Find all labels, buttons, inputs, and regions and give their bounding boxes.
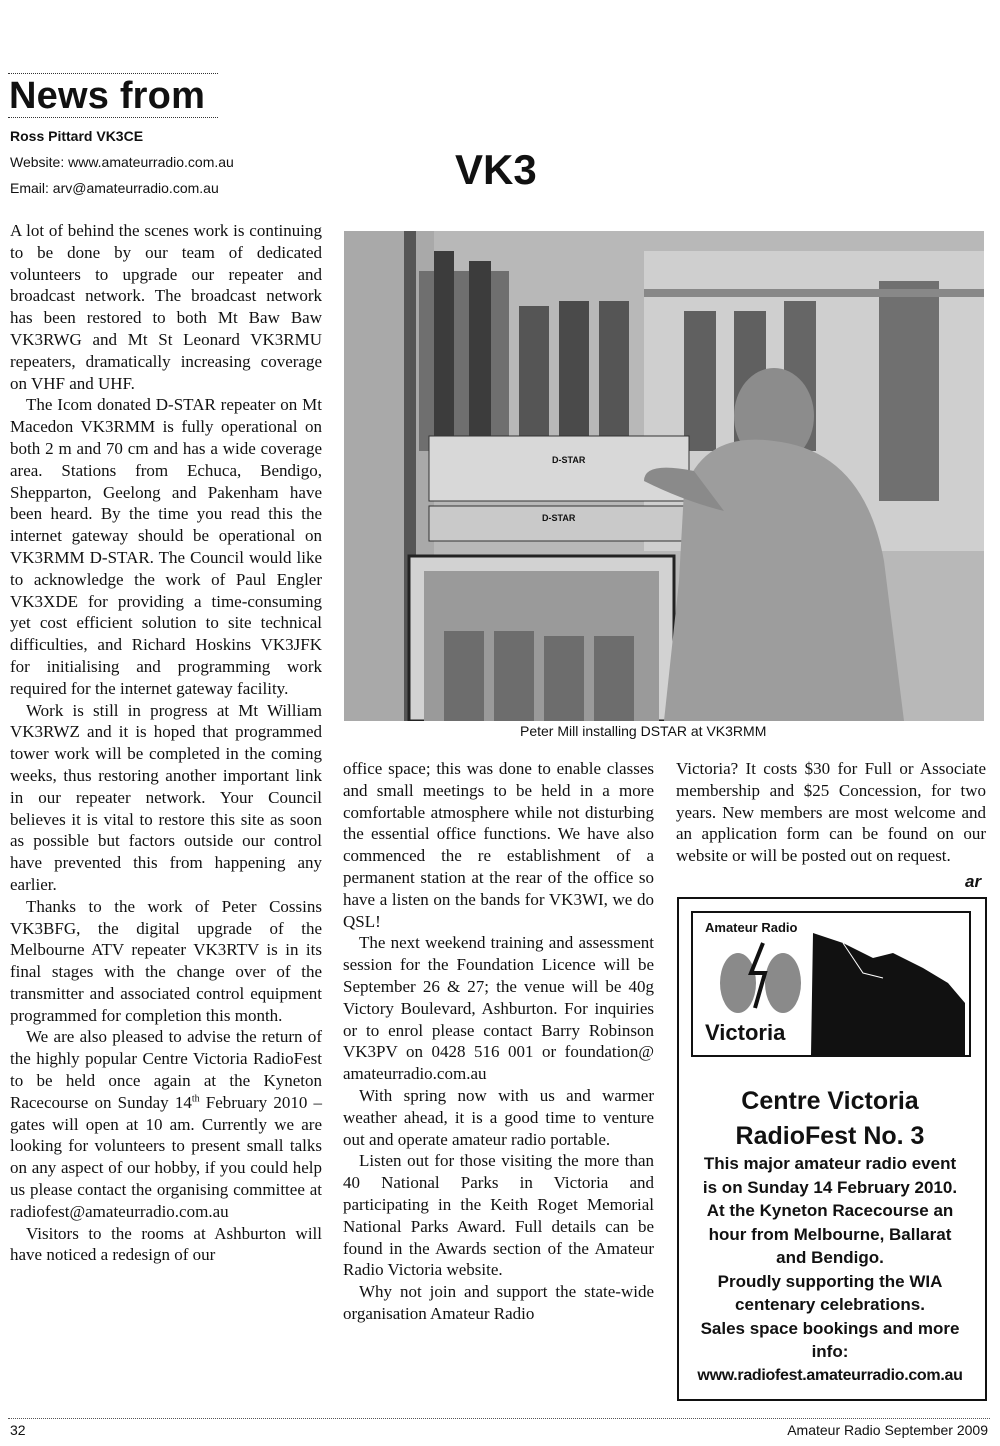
footer-rule: [8, 1418, 990, 1419]
ad-line: This major amateur radio event: [703, 1154, 957, 1173]
paragraph: office space; this was done to enable classes and small meetings to be held in a more comfortable atmosphere while not disturbing the essential office functions. We have also commenced the re establishment of a permanent station at the rear of the office so have a listen on the bands for VK3WI, we do QSL!: [343, 759, 654, 931]
logo-text-bottom: Victoria: [705, 1020, 786, 1045]
website-line: Website: www.amateurradio.com.au: [10, 154, 234, 170]
paragraph: Thanks to the work of Peter Cossins VK3BFG, the digital upgrade of the Melbourne ATV repeater VK3RTV is in its final stages with the change over of the transmitter and associated control equipment programmed for completion this month.: [10, 896, 322, 1025]
paragraph-text: February 2010 – gates will open at 10 am. Currently we are looking for volunteers to present small talks on any aspect of our hobby, if you could help us please contact the organising committee at radiofest@amateurradio.com.au: [10, 1092, 322, 1221]
ad-heading: Centre Victoria: [741, 1087, 919, 1115]
ad-line: and Bendigo.: [776, 1248, 884, 1267]
paragraph: Why not join and support the state-wide organisation Amateur Radio: [343, 1282, 654, 1323]
article-column-2: [343, 758, 654, 1325]
ad-url[interactable]: www.radiofest.amateurradio.com.au: [697, 1366, 963, 1384]
paragraph: With spring now with us and warmer weather ahead, it is a good time to venture out and operate amateur radio portable.: [343, 1085, 654, 1149]
article-column-1: [10, 220, 322, 1266]
email-line: Email: arv@amateurradio.com.au: [10, 180, 219, 196]
publication-name: Amateur Radio September 2009: [787, 1422, 988, 1438]
paragraph: A lot of behind the scenes work is continuing to be done by our team of dedicated volunteers to upgrade our repeater and broadcast network. The broadcast network has been restored to both Mt Baw Baw VK3RWG and Mt St Leonard VK3RMU repeaters, dramatically increasing coverage on VHF and UHF.: [10, 221, 322, 393]
paragraph: Listen out for those visiting the more than 40 National Parks in Victoria and participating in the Keith Roget Memorial National Parks Award. Full details can be found in the Awards section of the Amateur Radio Victoria website.: [343, 1151, 654, 1280]
panel-label: D-STAR: [552, 455, 586, 465]
repeater-photo: [344, 231, 984, 721]
photo-caption: Peter Mill installing DSTAR at VK3RMM: [520, 723, 767, 739]
ad-line: At the Kyneton Racecourse an: [706, 1201, 954, 1220]
ad-line: Proudly supporting the WIA: [717, 1271, 943, 1291]
paragraph: Work is still in progress at Mt William VK3RWZ and it is hoped that programmed tower work will be completed in the coming weeks, thus restoring another important link in our repeater network. Your Council believes it is vital to restore this site as soon as possible but factors outside our control have prevented this from happening any earlier.: [10, 700, 322, 894]
article-column-3: [676, 758, 986, 867]
section-title: News from: [9, 75, 206, 117]
region-heading: VK3: [455, 146, 537, 193]
ad-line: Sales space bookings and more: [700, 1318, 960, 1338]
paragraph: [10, 1026, 322, 1222]
paragraph: Visitors to the rooms at Ashburton will have noticed a redesign of our: [10, 1223, 322, 1265]
paragraph: The next weekend training and assessment session for the Foundation Licence will be September 26 & 27; the venue will be 40g Victory Boulevard, Ashburton. For inquiries or to enrol please contact Barry Robinson VK3PV on 0428 516 001 or foundation@ amateurradio.com.au: [343, 933, 654, 1084]
ad-line: is on Sunday 14 February 2010.: [702, 1177, 958, 1197]
paragraph: The Icom donated D-STAR repeater on Mt Macedon VK3RMM is fully operational on both 2 m and 70 cm and has a wide coverage area. Stations from Echuca, Bendigo, Shepparton, Geelong and Pakenham have been heard. By the time you read this the internet gateway should be operational on VK3RMM D-STAR. The Council would like to acknowledge the work of Paul Engler VK3XDE for providing a time-consuming yet cost efficient solution to site technical difficulties, and Richard Hoskins VK3JFK for initialising and programming work required for the internet gateway facility.: [10, 395, 322, 698]
photo-illustration: [344, 231, 984, 721]
superscript: th: [191, 1093, 200, 1105]
ad-line: info:: [811, 1342, 849, 1361]
ad-line: hour from Melbourne, Ballarat: [708, 1224, 952, 1244]
paragraph: Victoria? It costs $30 for Full or Associate membership and $25 Concession, for two years. New members are most welcome and an application form can be found on our website or will be posted out on request.: [676, 759, 986, 866]
paragraph-text: We are also pleased to advise the return of the highly popular Centre Victoria RadioFest to be held once again at the Kyneton Racecourse on Sunday 14: [10, 1027, 322, 1112]
header-rule-bottom: [8, 117, 218, 118]
ad-line: centenary celebrations.: [735, 1295, 925, 1314]
logo-text-top: Amateur Radio: [705, 920, 798, 935]
ad-body: [679, 1152, 981, 1387]
page-number: 32: [10, 1422, 26, 1438]
panel-label: D-STAR: [542, 513, 576, 523]
author-name: Ross Pittard VK3CE: [10, 128, 144, 144]
ad-heading: RadioFest No. 3: [735, 1122, 925, 1150]
end-mark: ar: [965, 872, 982, 891]
